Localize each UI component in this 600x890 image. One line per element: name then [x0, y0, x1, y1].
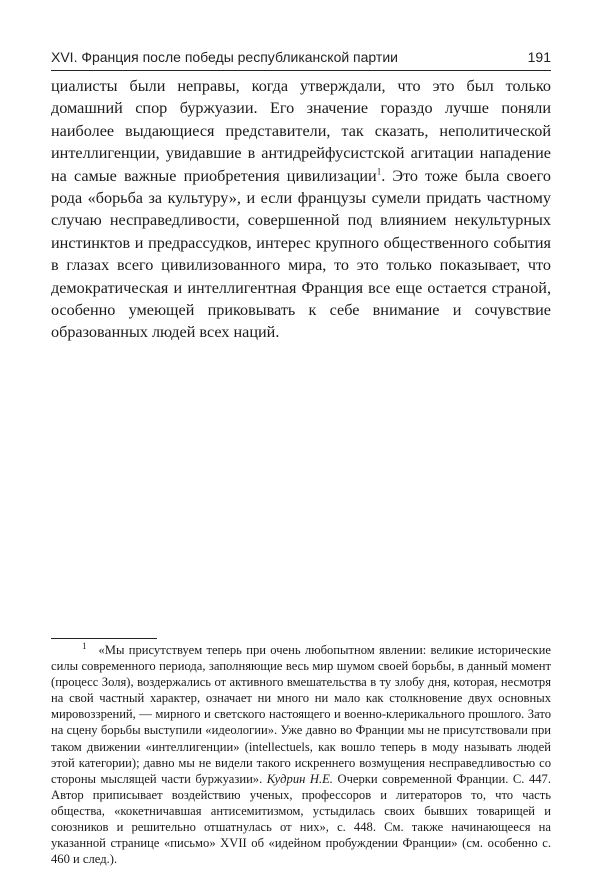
body-paragraph — [51, 75, 551, 344]
body-text-part-2: . Это тоже была своего рода «борьба за культуру», и если французы сумели придать частному случаю несправедливости, совершенной под влиянием некультурных инстинктов и предрассудков, интерес крупного общественного события в глазах всего цивилизованного мира, то это только показывает, что демократическая и интеллигентная Франция все еще остается страной, особенно умеющей приковывать к себе внимание и сочувствие образованных людей всех наций. — [51, 166, 551, 342]
body-text-part-1: циалисты были неправы, когда утверждали, что это был только домашний спор буржуазии. Его значение гораздо лучше поняли наиболее выдающиеся представители, так сказать, неполитической интеллигенции, увидавшие в антидрейфусистской агитации нападение на самые важные приобретения цивилизации — [51, 77, 551, 185]
chapter-title: XVI. Франция после победы республиканской партии — [51, 49, 398, 65]
page-number: 191 — [527, 49, 551, 65]
footnote-separator — [51, 638, 157, 639]
running-header — [51, 44, 551, 71]
footnote-author: Кудрин Н.Е. — [266, 771, 333, 786]
main-text — [51, 75, 551, 344]
footnote-citation: Очерки современной Франции. С. 447. Автор приписывает воздействию ученых, профессоров и литераторов то, что часть общества, «кокетничавшая антисемитизмом, устыдилась своих бывших товарищей и союзников и решительно отшатнулась от них», с. 448. См. также начинающееся на указанной странице «письмо» XVII об «идейном пробуждении Франции» (см. особенно с. 460 и след.). — [51, 771, 551, 867]
footnote — [51, 642, 551, 867]
footnote-quote: «Мы присутствуем теперь при очень любопытном явлении: великие исторические силы современного периода, заполняющие весь мир шумом своей борьбы, в данный момент (процесс Золя), воздержались от активного вмешательства в ту злобу дня, которая, несмотря на свой частный характер, означает ни много ни мало как столкновение двух основных мировоззрений, — мирного и светского настоящего и военно-клерикального прошлого. Зато на сцену борьбы выступили «идеологии». Уже давно во Франции мы не присутствовали при таком движении «интеллигенции» (intellectuels, как вошло теперь в моду называть людей этой категории); давно мы не видели такого искреннего возмущения несправедливостью со стороны мыслящей части буржуазии». — [51, 643, 551, 786]
footnote-mark: 1 — [82, 640, 87, 651]
footnote-paragraph — [51, 642, 551, 867]
footnote-reference[interactable]: 1 — [376, 166, 382, 177]
